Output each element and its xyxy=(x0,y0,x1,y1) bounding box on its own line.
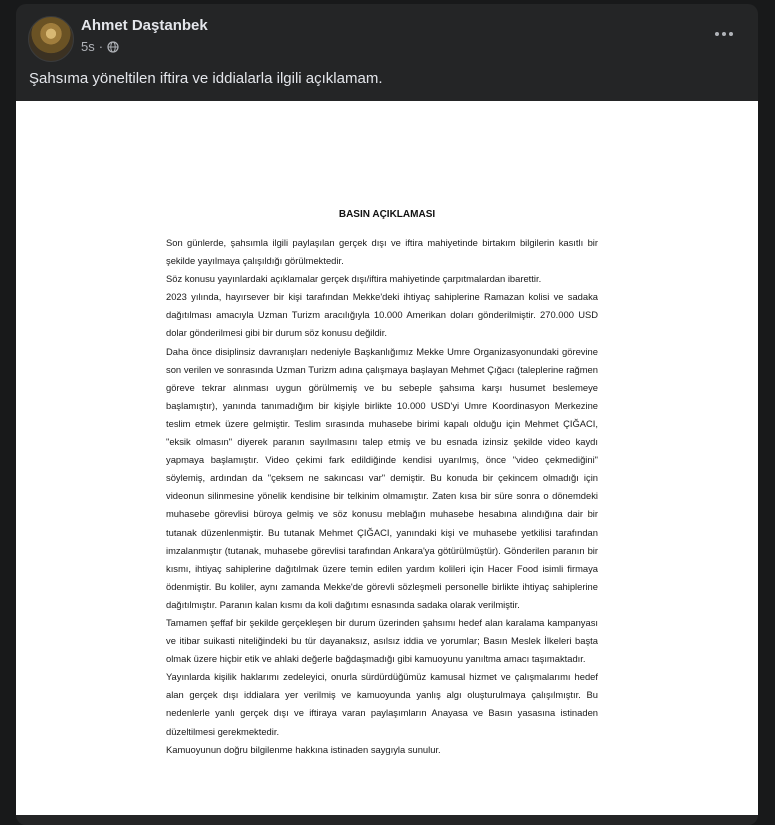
document-paragraph: Daha önce disiplinsiz davranışları nedeniyle Başkanlığımız Mekke Umre Organizasyonundaki görevine son verilen ve sonrasında Uzman Turizm adına çalışmaya başlayan Mehmet Çığacı (taleplerine rağmen göreve tekrar alınması uygun görülmemiş ve bu sebeple şahsıma karşı husumet beslemeye başlamıştır), yanında tanımadığım bir kişiyle birlikte 10.000 USD'yi Umre Koordinasyon Merkezine teslim etmek üzere gelmiştir. Teslim sırasında muhasebe birimi kapalı olduğu için Mehmet ÇIĞACI, "eksik olmasın" diyerek paranın sayılmasını talep etmiş ve bu esnada izinsiz şekilde video kaydı yapmaya başlamıştır. Video çekimi fark edildiğinde kendisi uyarılmış, önce "video çekmediğini" söylemiş, ardından da "çeksem ne sakıncası var" demiştir. Bu konuda bir çekincem olmadığı için videonun silinmesine yönelik kendisine bir telkinim olmamıştır. Zaten kısa bir süre sonra o dönemdeki muhasebe görevlisi büroya gelmiş ve söz konusu meblağın muhasebe hesabına alındığına dair bir tutanak düzenlenmiştir. Bu tutanak Mehmet ÇIĞACI, yanındaki kişi ve muhasebe yetkilisi tarafından imzalanmıştır (tutanak, muhasebe görevlisi tarafından Ankara'ya götürülmüştür). Gönderilen paranın bir kısmı, ihtiyaç sahiplerine dağıtılmak üzere temin edilen yardım kolileri için Hacer Food isimli firmaya ödenmiştir. Bu koliler, aynı zamanda Mekke'de görevli sözleşmeli personelle birlikte ihtiyaç sahiplerine dağıtılmıştır. Paranın kalan kısmı da koli dağıtımı esnasında sadaka olarak verilmiştir. xyxy=(166,345,598,610)
document-body xyxy=(166,234,598,759)
post-image-document[interactable] xyxy=(16,101,758,815)
post-card xyxy=(16,4,758,825)
document-paragraph: Son günlerde, şahsımla ilgili paylaşılan gerçek dışı ve iftira mahiyetinde birtakım bilgilerin kasıtlı bir şekilde yayılmaya çalışıldığı görülmektedir. xyxy=(166,237,598,267)
post-time[interactable]: 5s xyxy=(81,39,95,54)
author-name[interactable]: Ahmet Daştanbek xyxy=(81,17,208,34)
document-title: BASIN AÇIKLAMASI xyxy=(338,209,436,220)
more-options-icon[interactable] xyxy=(712,26,736,42)
post-text: Şahsıma yöneltilen iftira ve iddialarla ilgili açıklamam. xyxy=(29,70,383,87)
document-paragraph: 2023 yılında, hayırsever bir kişi tarafından Mekke'deki ihtiyaç sahiplerine Ramazan kolisi ve sadaka dağıtılması amacıyla Uzman Turizm aracılığıyla 10.000 Amerikan doları gönderilmiştir. 270.000 USD dolar gönderilmesi gibi bir durum söz konusu değildir. xyxy=(166,291,598,339)
avatar[interactable] xyxy=(28,16,74,62)
globe-icon xyxy=(107,41,119,53)
document-paragraph: Tamamen şeffaf bir şekilde gerçekleşen bir durum üzerinden şahsımı hedef alan karalama kampanyası ve itibar suikasti niteliğindeki bu tür dayanaksız, asılsız iddia ve yorumlar; Basın Meslek İlkeleri başta olmak üzere hiçbir etik ve ahlaki değerle bağdaşmadığı gibi kamuoyunu yanıltma amacı taşımaktadır. xyxy=(166,616,598,665)
dot-separator: · xyxy=(98,39,104,54)
document-paragraph: Söz konusu yayınlardaki açıklamalar gerçek dışı/iftira mahiyetinde çarpıtmalardan ibarettir. xyxy=(166,273,542,285)
post-footer xyxy=(16,815,758,825)
document-paragraph: Yayınlarda kişilik haklarımı zedeleyici, onurla sürdürdüğümüz kamusal hizmet ve çalışmalarımı hedef alan gerçek dışı iddialara yer verilmiş ve kamuoyunda yanlış algı oluşturulmaya çalışılmıştır. Bu nedenlerle yanlı gerçek dışı ve iftiraya varan paylaşımların Anayasa ve Basın yasasına istinaden düzeltilmesi gerekmektedir. xyxy=(166,671,598,737)
post-meta xyxy=(81,39,119,54)
document-paragraph: Kamuoyunun doğru bilgilenme hakkına istinaden saygıyla sunulur. xyxy=(166,743,441,755)
